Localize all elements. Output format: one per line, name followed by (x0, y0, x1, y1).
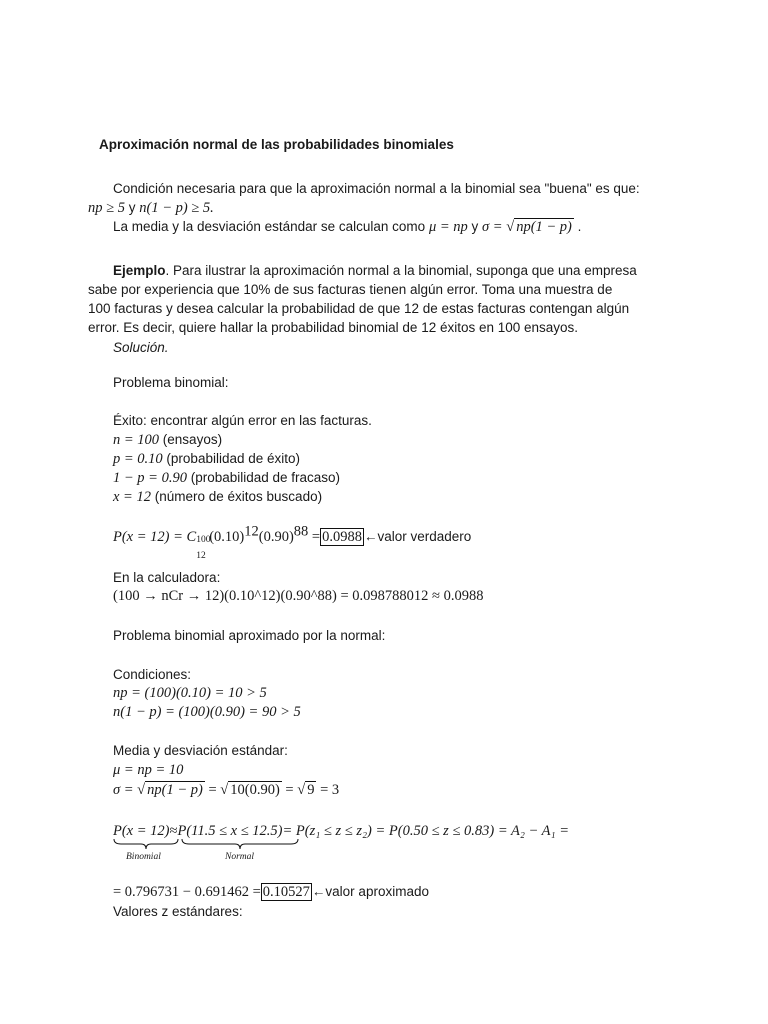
sigma-radicand-2: 10(0.90) (230, 782, 280, 798)
mu-formula: μ = np (428, 219, 468, 235)
condition-nq: n(1 − p) = (100)(0.90) = 90 > 5 (113, 704, 301, 720)
mean-sd-line (113, 218, 581, 236)
ejemplo-line-3: 100 facturas y desea calcular la probabilidad de que 12 de estas facturas contengan algún (88, 301, 630, 316)
formula-p: (0.10) (209, 529, 245, 545)
normal-brace (181, 838, 299, 850)
exito-definition: Éxito: encontrar algún error en las facturas. (113, 413, 372, 428)
sigma-lhs: σ = √ (482, 219, 515, 235)
mean-sd-text: La media y la desviación estándar se calculan como (113, 219, 429, 234)
calculator-heading: En la calculadora: (113, 570, 221, 585)
p-line (113, 450, 300, 468)
conditions-heading: Condiciones: (113, 667, 192, 682)
np-condition: np ≥ 5 (88, 200, 125, 216)
formula-exp-1: 12 (244, 523, 259, 540)
calculator-expression: (100 → nCr → 12)(0.10^12)(0.90^88) = 0.098788012 ≈ 0.0988 (113, 588, 484, 604)
formula-lhs: P(x = 12) = C (113, 529, 197, 545)
sigma-result: = 3 (316, 782, 340, 798)
approx-result (113, 883, 429, 901)
p-text: (probabilidad de éxito) (162, 451, 301, 466)
formula-exp-2: 88 (293, 523, 309, 540)
area-difference: = 0.796731 − 0.691462 = (113, 884, 261, 900)
condition-paragraph: Condición necesaria para que la aproximación normal a la binomial sea "buena" es que: (113, 181, 640, 196)
p-math: p = 0.10 (113, 451, 163, 467)
formula-q: (0.90) (258, 529, 294, 545)
ejemplo-line-4: error. Es decir, quiere hallar la probabilidad binomial de 12 éxitos en 100 ensayos. (88, 320, 579, 335)
binomial-formula (113, 523, 472, 561)
nq-condition: n(1 − p) ≥ 5. (139, 200, 214, 216)
y-connector: y (467, 219, 483, 234)
mean-sd-heading: Media y desviación estándar: (113, 743, 288, 758)
binomial-brace (113, 838, 179, 850)
n-math: n = 100 (113, 432, 160, 448)
solucion-label: Solución. (113, 340, 169, 355)
formula-eq: = (308, 529, 321, 545)
q-line (113, 469, 340, 487)
normal-prob: P(11.5 ≤ x ≤ 12.5) (177, 823, 283, 839)
comb-n: 100 (196, 535, 211, 545)
z-values-heading: Valores z estándares: (113, 904, 243, 919)
approx-symbol: ≈ (169, 823, 178, 839)
binomial-prob: P(x = 12) (113, 823, 170, 839)
binomial-heading: Problema binomial: (113, 375, 229, 390)
sigma-value (113, 781, 339, 799)
condition-np: np = (100)(0.10) = 10 > 5 (113, 685, 267, 701)
sigma-eq-2: = √ (281, 782, 306, 798)
document-title: Aproximación normal de las probabilidades binomiales (99, 137, 454, 152)
condition-formula (88, 199, 214, 217)
ejemplo-line-2: sabe por experiencia que 10% de sus facturas tienen algún error. Toma una muestra de (88, 282, 613, 297)
sigma-radicand-1: np(1 − p) (147, 782, 203, 798)
sigma-eq-1: = √ (204, 782, 229, 798)
z-transform: = P(z₁ ≤ z ≤ z₂) = P(0.50 ≤ z ≤ 0.83) = A₂ − A₁ = (282, 823, 569, 839)
ejemplo-label: Ejemplo (113, 263, 166, 278)
x-text: (número de éxitos buscado) (150, 489, 323, 504)
x-math: x = 12 (113, 489, 151, 505)
sigma-radicand-3: 9 (307, 782, 315, 798)
n-line (113, 431, 222, 449)
q-text: (probabilidad de fracaso) (186, 470, 341, 485)
true-value-box: 0.0988 (322, 529, 362, 545)
approx-value-note: ←valor aproximado (311, 884, 429, 899)
normal-brace-label: Normal (225, 852, 255, 862)
mu-value: μ = np = 10 (113, 762, 184, 778)
approx-value-box: 0.10527 (262, 884, 310, 900)
binomial-brace-label: Binomial (126, 852, 161, 862)
normal-heading: Problema binomial aproximado por la normal: (113, 628, 386, 643)
comb-k: 12 (196, 551, 206, 561)
n-text: (ensayos) (159, 432, 223, 447)
sigma-radicand: np(1 − p) (516, 219, 572, 235)
period: . (573, 219, 582, 234)
y-connector: y (124, 200, 140, 215)
ejemplo-line-1 (113, 262, 637, 279)
q-math: 1 − p = 0.90 (113, 470, 187, 486)
x-line (113, 488, 322, 506)
ejemplo-text-1: . Para ilustrar la aproximación normal a la binomial, suponga que una empresa (165, 263, 637, 278)
true-value-note: ←valor verdadero (363, 529, 472, 544)
sigma-lhs: σ = √ (113, 782, 146, 798)
